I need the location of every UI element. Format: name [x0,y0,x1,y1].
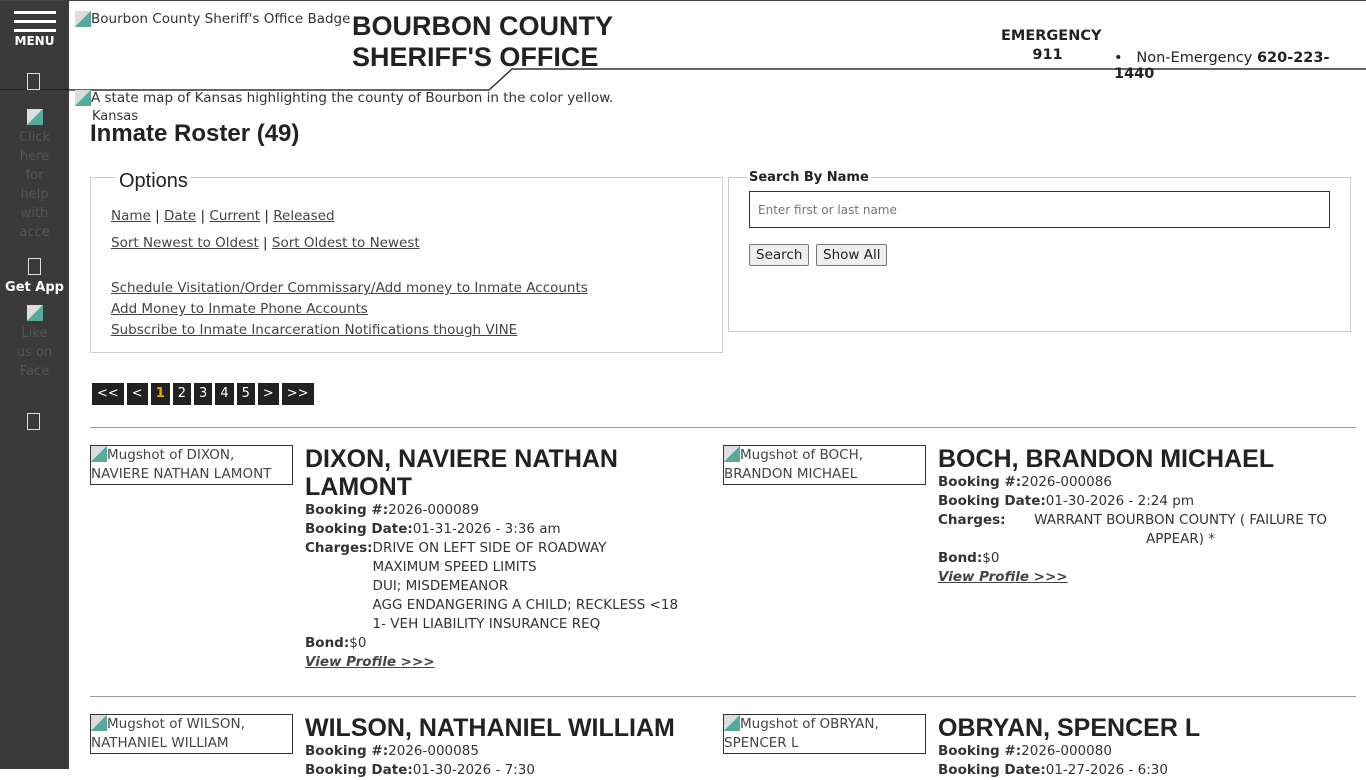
filter-current-link[interactable]: Current [209,208,261,224]
sort-newest-link[interactable]: Sort Newest to Oldest [111,235,259,251]
booking-label: Booking #: [305,743,389,759]
charge: AGG ENDANGERING A CHILD; RECKLESS <18 [372,597,679,613]
options-panel [90,170,723,353]
search-panel [728,170,1351,332]
title-line1: BOURBON COUNTY [352,11,613,41]
page-3-button[interactable]: 3 [194,383,212,405]
accessibility-icon[interactable] [27,73,40,90]
title-line2: SHERIFF'S OFFICE [352,42,599,72]
mugshot-alt: Mugshot of BOCH, BRANDON MICHAEL [724,447,864,482]
view-profile-link[interactable]: View Profile >>> [938,569,1068,585]
non-emergency: • Non-Emergency 620-223-1440 [1114,50,1330,82]
booking-date: 01-30-2026 - 2:24 pm [1045,493,1194,509]
help-link[interactable] [0,109,69,242]
inmate-name[interactable]: BOCH, BRANDON MICHAEL [938,445,1275,473]
site-title[interactable] [352,11,613,73]
filter-released-link[interactable]: Released [273,208,335,224]
map-alt: A state map of Kansas highlighting the county of Bourbon in the color yellow. [91,90,614,106]
bond-value: $0 [982,550,1000,566]
inmate-name[interactable]: OBRYAN, SPENCER L [938,714,1201,742]
charges-label: Charges: [305,540,373,556]
inmate-details [938,473,1356,587]
sidebar [0,1,69,769]
sort-links: Name | Date | Current | Released [111,208,335,224]
emergency-number[interactable]: 911 [1032,47,1063,63]
facebook-link[interactable] [0,305,69,381]
inmate-details [305,501,678,672]
help-alt-text: Click here for help with acce [19,130,50,240]
inmate-details [938,742,1168,780]
charge: DUI; MISDEMEANOR [372,578,509,594]
booking-label: Booking #: [938,474,1022,490]
bond-label: Bond: [938,550,983,566]
booking-number: 2026-000085 [388,743,479,759]
last-page-button[interactable]: >> [282,383,314,405]
mugshot-alt: Mugshot of WILSON, NATHANIEL WILLIAM [91,716,245,751]
mugshot-image[interactable] [90,714,293,754]
booking-date: 01-30-2026 - 7:30 [412,762,535,778]
order-links: Sort Newest to Oldest | Sort Oldest to Newest [111,235,420,251]
inmate-name[interactable]: DIXON, NAVIERE NATHAN LAMONT [305,445,618,501]
non-emergency-label: Non-Emergency [1136,50,1253,66]
service-links [111,277,588,340]
mugshot-image[interactable] [90,445,293,485]
charges-label: Charges: [938,512,1006,528]
mugshot-alt: Mugshot of OBRYAN, SPENCER L [724,716,879,751]
phone-icon [28,258,41,275]
bond-value: $0 [349,635,367,651]
charge: DRIVE ON LEFT SIDE OF ROADWAY [372,540,607,556]
page-4-button[interactable]: 4 [215,383,233,405]
get-app-label: Get App [5,280,64,295]
booking-date-label: Booking Date: [938,493,1046,509]
booking-date: 01-27-2026 - 6:30 [1045,762,1168,778]
booking-date-label: Booking Date: [305,521,413,537]
emergency-label: EMERGENCY [1001,28,1102,44]
mugshot-image[interactable] [723,445,926,485]
inmate-name[interactable]: WILSON, NATHANIEL WILLIAM [305,714,675,742]
facebook-alt-text: Like us on Face [16,326,53,379]
badge-alt: Bourbon County Sheriff's Office Badge [91,11,351,27]
hamburger-icon [14,11,56,32]
divider [90,427,1356,428]
view-profile-link[interactable]: View Profile >>> [305,654,435,670]
prev-page-button[interactable]: < [127,383,148,405]
booking-label: Booking #: [938,743,1022,759]
search-input[interactable] [749,191,1330,228]
mugshot-alt: Mugshot of DIXON, NAVIERE NATHAN LAMONT [91,447,272,482]
show-all-button[interactable]: Show All [816,244,887,266]
broken-image-icon [27,109,43,125]
broken-image-icon [27,305,43,321]
state-label: Kansas [92,109,139,124]
vine-link[interactable]: Subscribe to Inmate Incarceration Notifications though VINE [111,322,518,338]
sort-name-link[interactable]: Name [111,208,151,224]
kansas-map-image [75,90,613,106]
pagination [92,382,317,405]
inmate-details [305,742,535,780]
page-5-button[interactable]: 5 [237,383,255,405]
phone-money-link[interactable]: Add Money to Inmate Phone Accounts [111,301,368,317]
mugshot-image[interactable] [723,714,926,754]
booking-number: 2026-000080 [1021,743,1112,759]
search-button[interactable]: Search [749,244,809,266]
booking-date-label: Booking Date: [938,762,1046,778]
booking-date-label: Booking Date: [305,762,413,778]
badge-image[interactable] [75,11,350,27]
charge: WARRANT BOURBON COUNTY ( FAILURE TO APPEAR) * [1034,512,1327,547]
get-app-link[interactable] [0,258,69,295]
page-title: Inmate Roster (49) [90,120,300,147]
non-emergency-number[interactable]: 620-223-1440 [1114,50,1330,82]
charge: MAXIMUM SPEED LIMITS [372,559,537,575]
charge: 1- VEH LIABILITY INSURANCE REQ [372,616,601,632]
sort-oldest-link[interactable]: Sort Oldest to Newest [271,235,420,251]
booking-date: 01-31-2026 - 3:36 am [412,521,561,537]
booking-label: Booking #: [305,502,389,518]
options-heading: Options [119,170,188,192]
first-page-button[interactable]: << [92,383,124,405]
booking-number: 2026-000089 [388,502,479,518]
divider [90,696,1356,697]
page-1-button[interactable]: 1 [151,383,170,405]
sort-date-link[interactable]: Date [163,208,197,224]
emergency [1001,28,1102,63]
bond-label: Bond: [305,635,350,651]
menu-label: MENU [14,34,55,48]
search-legend: Search By Name [749,170,869,185]
page-2-button[interactable]: 2 [173,383,191,405]
next-page-button[interactable]: > [258,383,279,405]
booking-number: 2026-000086 [1021,474,1112,490]
share-icon[interactable] [27,413,40,430]
visitation-link[interactable]: Schedule Visitation/Order Commissary/Add money to Inmate Accounts [111,280,588,296]
